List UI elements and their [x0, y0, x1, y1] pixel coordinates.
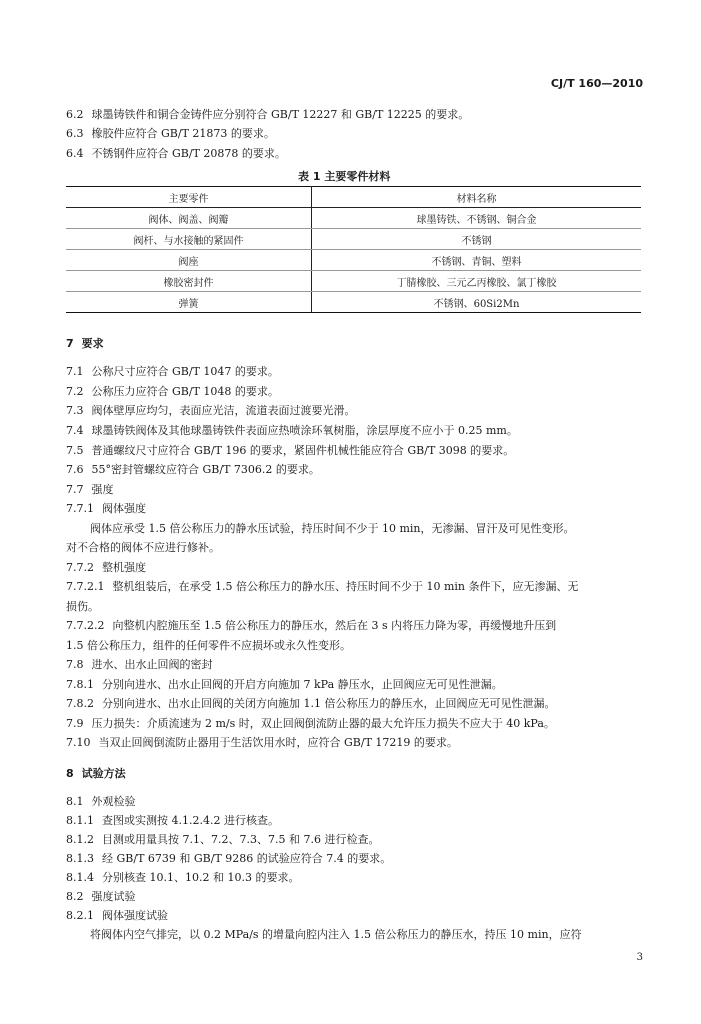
table-cell: 阀座: [66, 250, 312, 271]
clause-number: 7.6: [66, 463, 84, 476]
clause-number: 7.7: [66, 483, 84, 496]
column-header-material: 材料名称: [312, 187, 642, 208]
clause-line: [66, 717, 555, 731]
clause-line: [66, 502, 146, 516]
clause-number: 7.7.2.2: [66, 619, 105, 632]
table-cell: 不锈钢: [312, 229, 642, 250]
table-cell: 不锈钢、青铜、塑料: [312, 250, 642, 271]
clause-line: [66, 814, 279, 828]
clause-line: [66, 795, 136, 809]
clause-text: 目测或用量具按 7.1、7.2、7.3、7.5 和 7.6 进行检查。: [102, 833, 380, 846]
clause-line: [66, 697, 555, 711]
clause-text: 55°密封管螺纹应符合 GB/T 7306.2 的要求。: [91, 463, 320, 476]
clause-number: 7.10: [66, 736, 91, 749]
clause-text: 强度: [91, 483, 114, 496]
section-heading: [66, 335, 104, 351]
clause-line: [66, 444, 514, 458]
paragraph-line: 对不合格的阀体不应进行修补。: [66, 541, 220, 554]
clause-text: 球墨铸铁件和铜合金铸件应分别符合 GB/T 12227 和 GB/T 12225 的要求。: [91, 108, 470, 121]
clause-text: 公称压力应符合 GB/T 1048 的要求。: [91, 385, 279, 398]
clause-line: [66, 424, 518, 438]
page-number: 3: [636, 952, 643, 963]
column-header-part: 主要零件: [66, 187, 312, 208]
clause-number: 7.8.1: [66, 678, 94, 691]
clause-number: 8.2.1: [66, 909, 94, 922]
clause-text: 进水、出水止回阀的密封: [91, 658, 213, 671]
section-number: 7: [66, 337, 74, 350]
clause-number: 6.3: [66, 127, 84, 140]
clause-line: [66, 580, 579, 594]
clause-line: [66, 385, 279, 399]
clause-line: [66, 365, 279, 379]
clause-text: 阀体壁厚应均匀，表面应光洁，流道表面过渡要光滑。: [91, 404, 356, 417]
paragraph-line: 1.5 倍公称压力，组件的任何零件不应损坏或永久性变形。: [66, 639, 351, 652]
clause-text: 整机组装后，在承受 1.5 倍公称压力的静水压、持压时间不少于 10 min 条件下，应无渗漏、无: [112, 580, 579, 593]
clause-text: 向整机内腔施压至 1.5 倍公称压力的静压水，然后在 3 s 内将压力降为零，再缓慢地升压到: [112, 619, 557, 632]
clause-text: 分别向进水、出水止回阀的关闭方向施加 1.1 倍公称压力的静压水，止回阀应无可见性泄漏。: [102, 697, 556, 710]
clause-text: 当双止回阀倒流防止器用于生活饮用水时，应符合 GB/T 17219 的要求。: [98, 736, 458, 749]
clause-number: 7.7.1: [66, 502, 94, 515]
clause-line: [66, 736, 458, 750]
clause-text: 球墨铸铁阀体及其他球墨铸铁件表面应热喷涂环氧树脂，涂层厚度不应小于 0.25 mm。: [91, 424, 518, 437]
clause-line: [66, 147, 286, 161]
table-header-row: [66, 187, 641, 208]
table-cell: 弹簧: [66, 292, 312, 313]
clause-number: 8.1.3: [66, 852, 94, 865]
clause-text: 查图或实测按 4.1.2.4.2 进行核查。: [102, 814, 279, 827]
clause-line: [66, 561, 146, 575]
section-title: 试验方法: [81, 767, 126, 780]
clause-line: [66, 909, 168, 923]
clause-number: 7.9: [66, 717, 84, 730]
clause-text: 经 GB/T 6739 和 GB/T 9286 的试验应符合 7.4 的要求。: [102, 852, 392, 865]
clause-number: 7.3: [66, 404, 84, 417]
clause-text: 压力损失：介质流速为 2 m/s 时，双止回阀倒流防止器的最大允许压力损失不应大于 40 kPa。: [91, 717, 555, 730]
clause-line: [66, 404, 356, 418]
clause-line: [66, 483, 114, 497]
clause-line: [66, 619, 556, 633]
table-caption: 表 1 主要零件材料: [298, 170, 391, 183]
clause-number: 7.8.2: [66, 697, 94, 710]
clause-line: [66, 833, 379, 847]
clause-line: [66, 890, 136, 904]
section-title: 要求: [81, 337, 104, 350]
clause-text: 分别核查 10.1、10.2 和 10.3 的要求。: [102, 871, 300, 884]
table-cell: 阀体、阀盖、阀瓣: [66, 208, 312, 229]
section-heading: [66, 765, 126, 781]
clause-line: [66, 108, 469, 122]
clause-number: 8.1.4: [66, 871, 94, 884]
table-cell: 不锈钢、60Si2Mn: [312, 292, 642, 313]
table-row: [66, 271, 641, 292]
clause-number: 6.4: [66, 147, 84, 160]
clause-number: 7.5: [66, 444, 84, 457]
section-number: 8: [66, 767, 74, 780]
clause-number: 8.1.2: [66, 833, 94, 846]
table-cell: 丁腈橡胶、三元乙丙橡胶、氯丁橡胶: [312, 271, 642, 292]
clause-line: [66, 658, 213, 672]
table-row: [66, 250, 641, 271]
clause-text: 橡胶件应符合 GB/T 21873 的要求。: [91, 127, 275, 140]
clause-text: 分别向进水、出水止回阀的开启方向施加 7 kPa 静压水，止回阀应无可见性泄漏。: [102, 678, 503, 691]
clause-text: 强度试验: [91, 890, 136, 903]
clause-number: 8.1.1: [66, 814, 94, 827]
clause-line: [66, 463, 320, 477]
standard-code: CJ/T 160—2010: [550, 77, 643, 90]
clause-line: [66, 871, 299, 885]
clause-text: 整机强度: [102, 561, 146, 574]
clause-number: 8.2: [66, 890, 84, 903]
clause-text: 阀体强度试验: [102, 909, 168, 922]
table-cell: 阀杆、与水接触的紧固件: [66, 229, 312, 250]
table-row: [66, 208, 641, 229]
clause-text: 公称尺寸应符合 GB/T 1047 的要求。: [91, 365, 279, 378]
clause-text: 普通螺纹尺寸应符合 GB/T 196 的要求，紧固件机械性能应符合 GB/T 3098 的要求。: [91, 444, 515, 457]
table-row: [66, 229, 641, 250]
clause-number: 7.8: [66, 658, 84, 671]
table-cell: 橡胶密封件: [66, 271, 312, 292]
clause-text: 外观检验: [91, 795, 136, 808]
clause-number: 7.1: [66, 365, 84, 378]
paragraph-line: 将阀体内空气排完，以 0.2 MPa/s 的增量向腔内注入 1.5 倍公称压力的静压水，持压 10 min，应符: [90, 928, 582, 941]
clause-number: 7.7.2.1: [66, 580, 105, 593]
paragraph-line: 阀体应承受 1.5 倍公称压力的静水压试验，持压时间不少于 10 min，无渗漏、冒汗及可见性变形。: [90, 522, 575, 535]
paragraph-line: 损伤。: [66, 600, 99, 613]
clause-number: 8.1: [66, 795, 84, 808]
table-cell: 球墨铸铁、不锈钢、铜合金: [312, 208, 642, 229]
clause-text: 不锈钢件应符合 GB/T 20878 的要求。: [91, 147, 286, 160]
materials-table: [66, 186, 641, 313]
clause-line: [66, 852, 391, 866]
clause-number: 7.2: [66, 385, 84, 398]
clause-number: 7.4: [66, 424, 84, 437]
clause-text: 阀体强度: [102, 502, 146, 515]
clause-line: [66, 127, 275, 141]
table-row: [66, 292, 641, 313]
clause-number: 6.2: [66, 108, 84, 121]
clause-number: 7.7.2: [66, 561, 94, 574]
clause-line: [66, 678, 503, 692]
